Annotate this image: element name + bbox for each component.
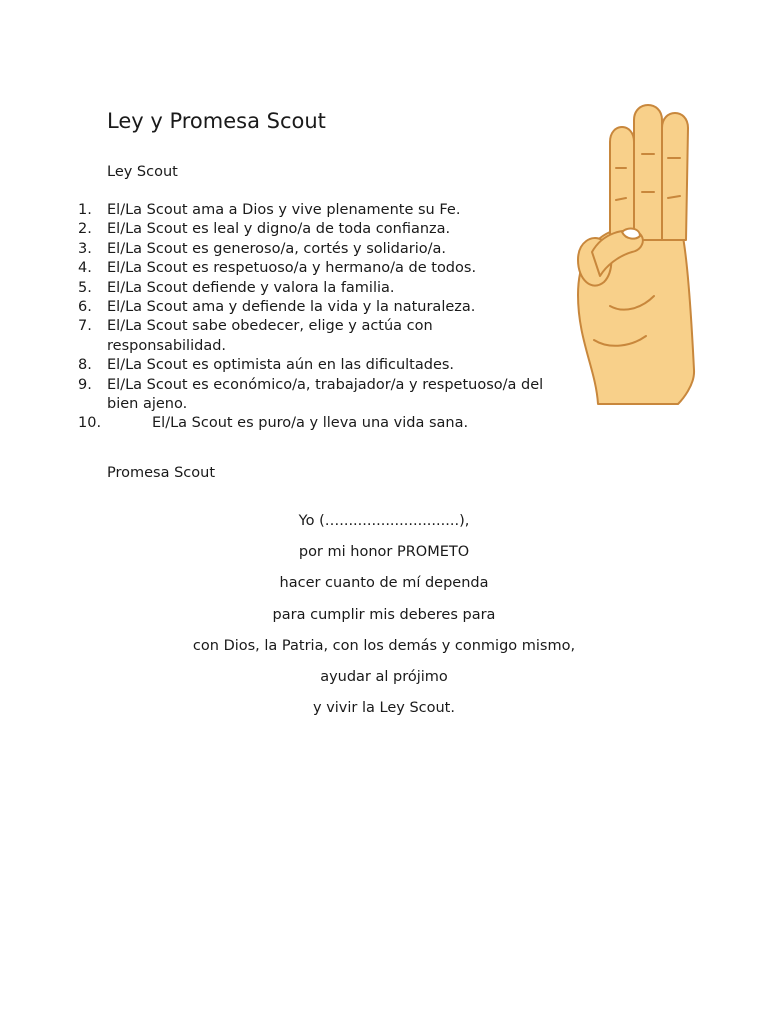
promise-line: hacer cuanto de mí dependa: [279, 575, 489, 592]
list-item: [78, 298, 548, 317]
list-item: [78, 240, 548, 259]
promise-line: ayudar al prójimo: [320, 668, 448, 685]
list-item: [78, 259, 548, 278]
law-text: El/La Scout es optimista aún en las dificultades.: [107, 357, 455, 374]
promise-line: Yo (…..........................),: [298, 513, 470, 529]
law-text: El/La Scout sabe obedecer, elige y actúa con responsabilidad.: [107, 318, 433, 354]
page-title: Ley y Promesa Scout: [107, 109, 326, 133]
law-number: 1.: [78, 202, 92, 218]
promise-line: y vivir la Ley Scout.: [313, 700, 455, 717]
law-number: 8.: [78, 357, 92, 374]
law-number: 6.: [78, 299, 92, 316]
list-item: [78, 317, 548, 356]
law-number: 7.: [78, 318, 92, 335]
law-list: [78, 201, 548, 434]
list-item: [78, 279, 548, 298]
law-text: El/La Scout es generoso/a, cortés y solidario/a.: [107, 240, 447, 257]
law-text: El/La Scout ama a Dios y vive plenamente su Fe.: [107, 202, 461, 218]
list-item: [78, 220, 548, 239]
law-number: 4.: [78, 260, 92, 277]
promise-line: para cumplir mis deberes para: [272, 606, 496, 623]
law-heading: Ley Scout: [107, 164, 178, 180]
list-item: [78, 201, 548, 220]
promise-text: [150, 510, 618, 728]
promise-heading: Promesa Scout: [107, 465, 216, 481]
law-text: El/La Scout es respetuoso/a y hermano/a de todos.: [107, 260, 477, 277]
list-item: [78, 356, 548, 375]
law-text: El/La Scout ama y defiende la vida y la naturaleza.: [107, 299, 476, 316]
law-text: El/La Scout defiende y valora la familia.: [107, 279, 395, 296]
law-number: 2.: [78, 221, 92, 238]
promise-line: por mi honor PROMETO: [298, 544, 470, 561]
scout-salute-hand-icon: [570, 100, 700, 410]
list-item: [78, 414, 548, 433]
list-item: [78, 376, 548, 415]
law-text: El/La Scout es puro/a y lleva una vida sana.: [152, 415, 469, 432]
law-number: 5.: [78, 279, 92, 296]
law-number: 10.: [78, 415, 102, 432]
law-number: 3.: [78, 240, 92, 257]
law-text: El/La Scout es económico/a, trabajador/a y respetuoso/a del bien ajeno.: [107, 376, 544, 413]
law-text: El/La Scout es leal y digno/a de toda confianza.: [107, 221, 451, 238]
promise-line: con Dios, la Patria, con los demás y conmigo mismo,: [192, 637, 576, 654]
law-number: 9.: [78, 376, 92, 393]
